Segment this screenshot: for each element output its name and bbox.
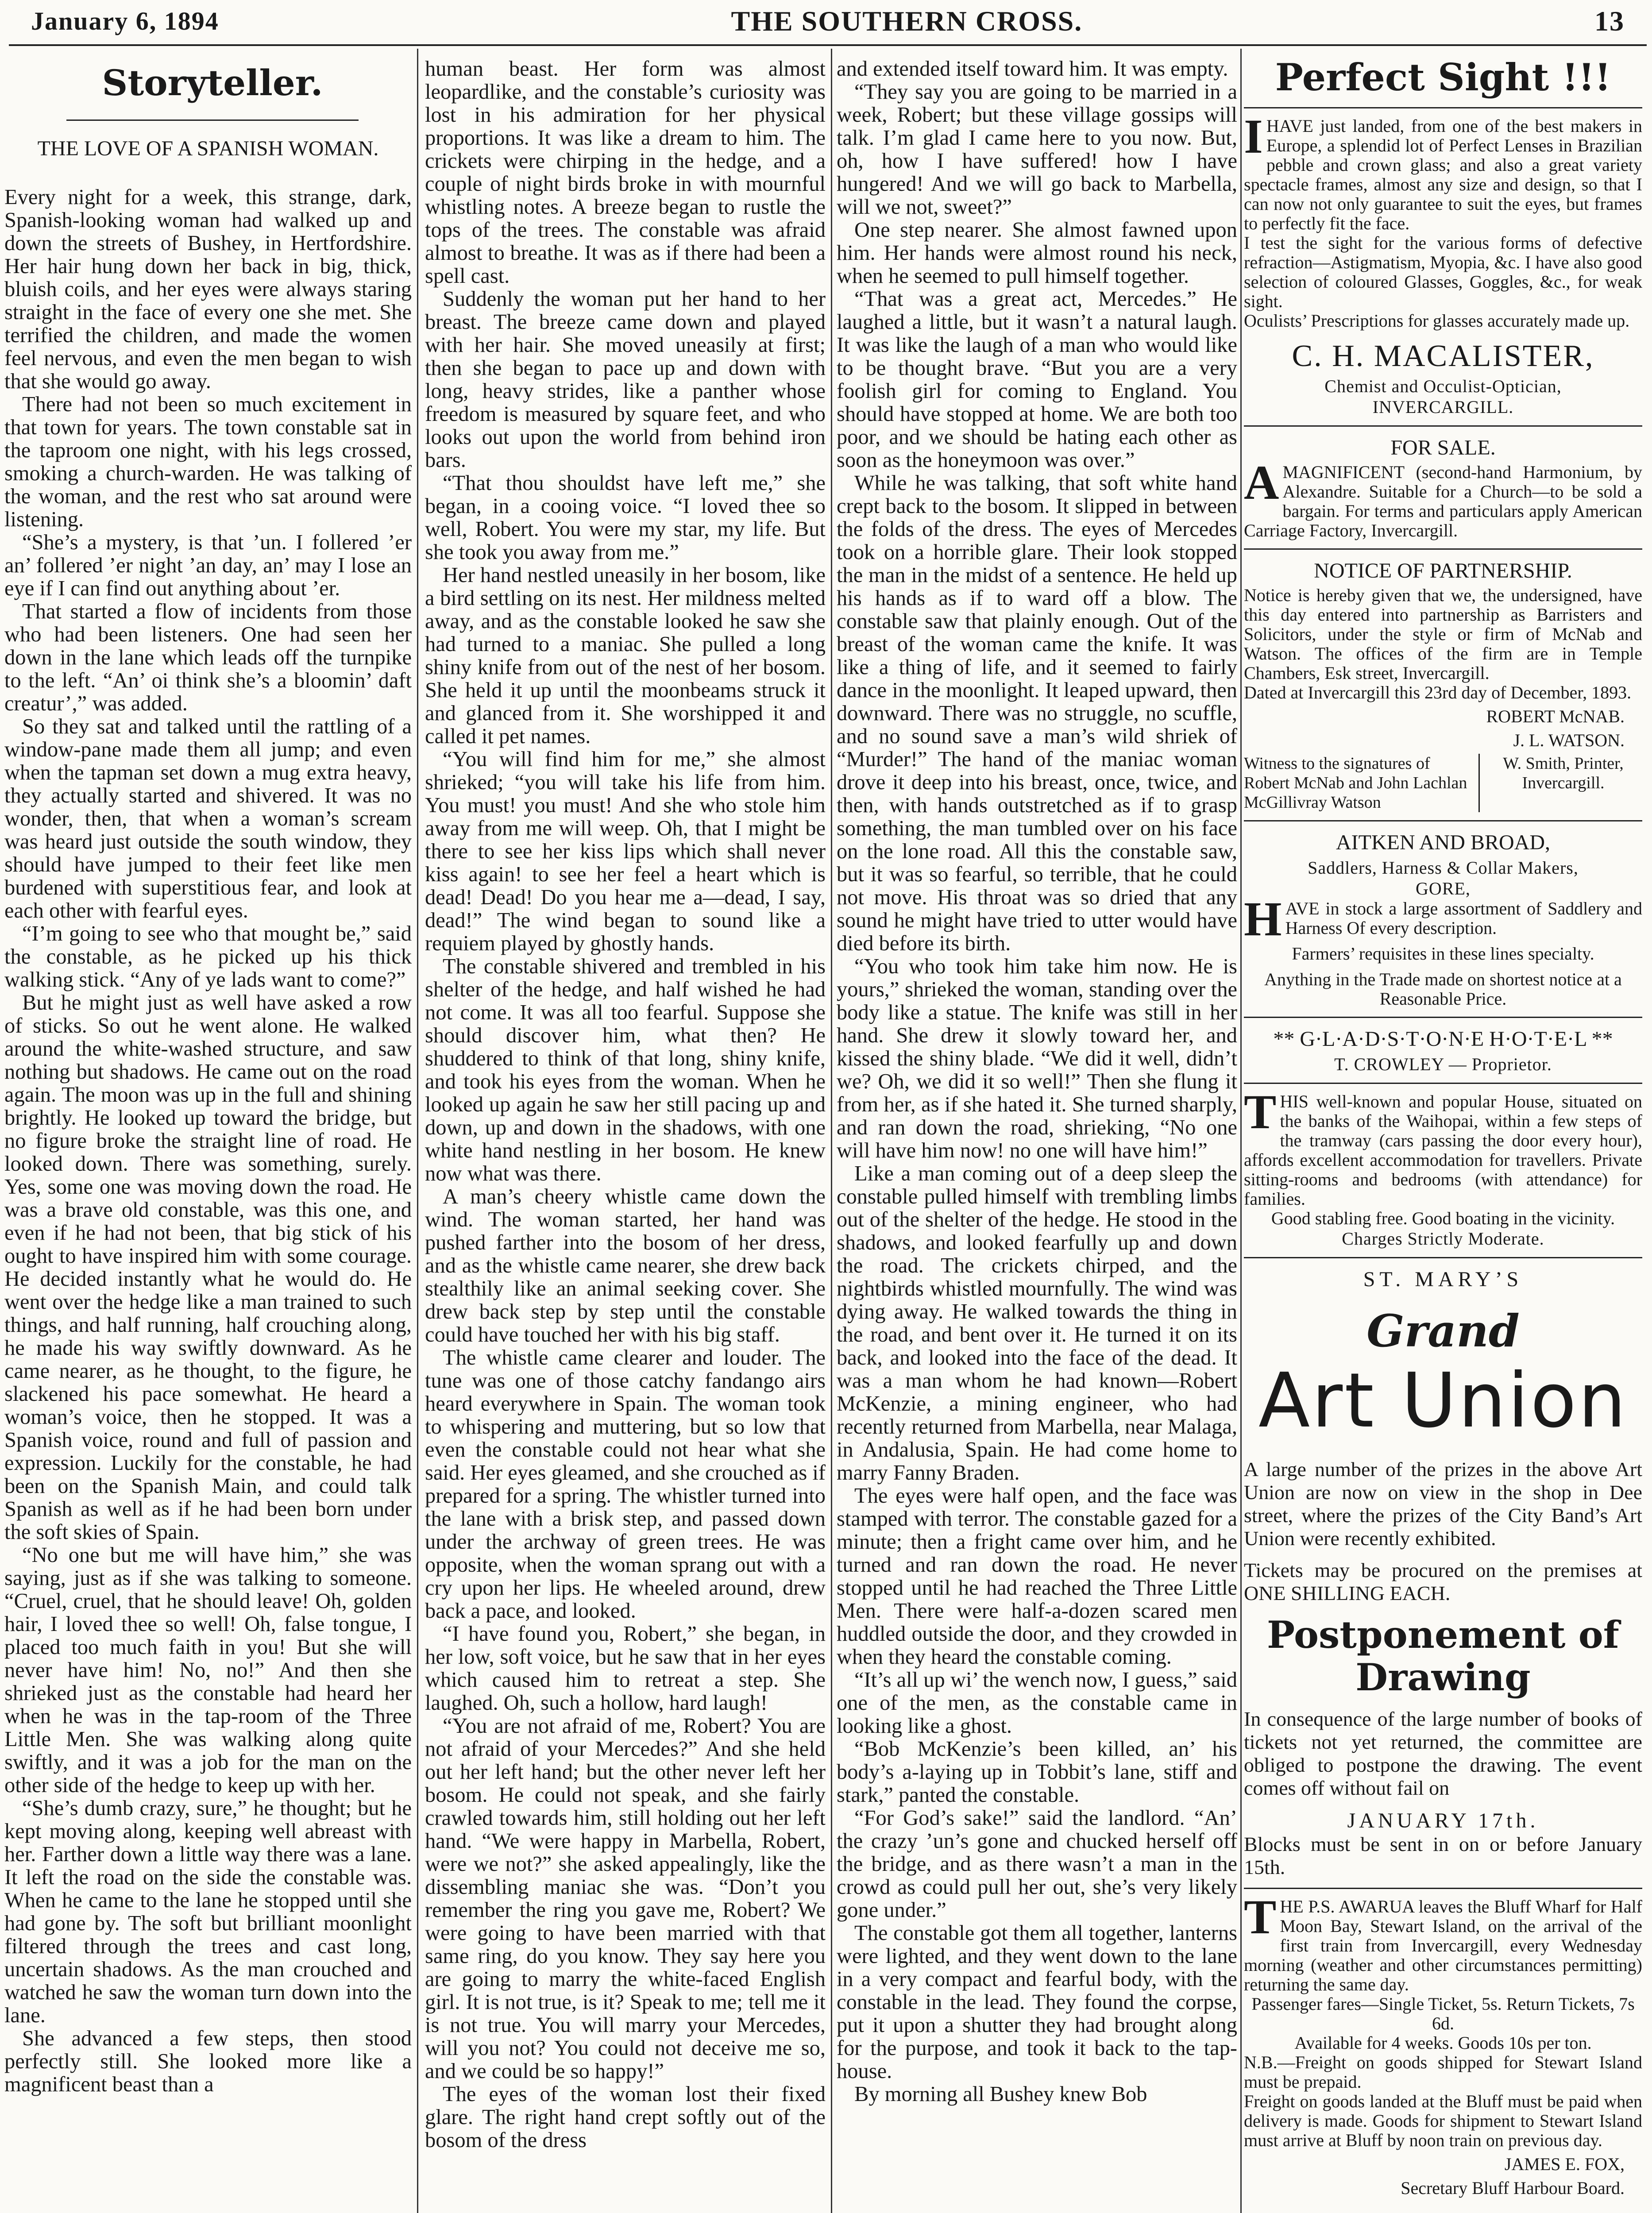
art-union-title: Art Union (1258, 1357, 1628, 1445)
for-sale-heading: FOR SALE. (1390, 436, 1496, 459)
ad-rule (1244, 1257, 1642, 1258)
macalister-name: C. H. MACALISTER, (1292, 339, 1594, 373)
paragraph: The constable got them all together, lanterns were lighted, and they went down to the lane in a very compact and fearful body, with the constable in the lead. They found the corpse, put it upon a shutter they had brought along for the purpose, and took it back to the tap-house. (837, 1921, 1237, 2083)
story-column-1 (4, 186, 412, 2213)
paragraph: “For God’s sake!” said the landlord. “An’ the crazy ’un’s gone and chucked herself off the bridge, and as there wasn’t a man in the crowd as could pull her out, she’s very likely gone under.” (837, 1806, 1237, 1922)
ad-rule (1244, 1017, 1642, 1018)
paragraph: “It’s all up wi’ the wench now, I guess,” said one of the men, as the constable came in looking like a ghost. (837, 1668, 1237, 1738)
story-column-2 (425, 58, 826, 2213)
paragraph: “You who took him take him now. He is yours,” shrieked the woman, standing over the body like a statue. The knife was still in her hand. She drew it slowly toward her, and kissed the shiny blade. “We did it well, didn’t we? Oh, we did it so well!” Then she flung it from her, as if she hated it. She turned sharply, and ran down the road, shrieking, “No one will have him now! no one will have him!” (837, 955, 1237, 1162)
paragraph: The constable shivered and trembled in his shelter of the hedge, and half wished he had not come. It was all too fearful. Suppose she should discover him, what then? He shuddered to think of that long, shiny knife, and took his eyes from the woman. When he looked up again he saw her still pacing up and down, up and down in the shadows, with one white hand nestling in her bosom. He knew now what was there. (425, 955, 826, 1185)
column-divider (1240, 49, 1242, 2213)
witness-block (1244, 754, 1642, 812)
paragraph: By morning all Bushey knew Bob (854, 2082, 1147, 2106)
gladstone-heading: ** G·L·A·D·S·T·O·N·E H·O·T·E·L ** (1273, 1027, 1613, 1051)
postponement-date: JANUARY 17th. (1347, 1809, 1539, 1832)
paragraph: There had not been so much excitement in that town for years. The town constable sat in the taproom one night, with his legs crossed, smoking a church-warden. He was talking of the woman, and the rest who sat around were listening. (4, 393, 412, 531)
postponement-body: In consequence of the large number of books of tickets not yet returned, the committee are obliged to postpone the drawing. The event comes off without fail on (1244, 1708, 1642, 1799)
perfect-sight-body: IHAVE just landed, from one of the best makers in Europe, a splendid lot of Perfect Lenses in Brazilian pebble and crown glass; and also a great variety spectacle frames, almost any size and design, so that I can now not only guarantee to suit the eyes, but frames to perfectly fit the face. (1244, 109, 1642, 233)
aitken-body-2: Farmers’ requisites in these lines specialty. (1292, 944, 1594, 964)
gladstone-proprietor: T. CROWLEY — Proprietor. (1334, 1054, 1552, 1074)
paragraph: Every night for a week, this strange, dark, Spanish-looking woman had walked up and down the streets of Bushey, in Hertfordshire. Her hair hung down her back in big, thick, bluish coils, and her eyes were always staring straight in the face of every one she met. She terrified the children, and made the women feel nervous, and even the men began to wish that she would go away. (4, 186, 412, 393)
issue-date: January 6, 1894 (31, 7, 219, 35)
paragraph: The whistle came clearer and louder. The tune was one of those catchy fandango airs heard everywhere in Spain. The woman took to whispering and muttering, but so low that even the constable could not hear what she said. Her eyes gleamed, and she crouched as if prepared for a spring. The whistler turned into the lane with a brisk step, and passed down under the archway of green trees. He was opposite, when the woman sprang out with a cry upon her lips. He wheeled around, drew back a pace, and looked. (425, 1346, 826, 1623)
partnership-heading: NOTICE OF PARTNERSHIP. (1314, 559, 1572, 582)
ad-rule (1244, 820, 1642, 821)
gladstone-body-2: Good stabling free. Good boating in the vicinity. (1271, 1208, 1615, 1228)
postponement-body-2: Blocks must be sent in on or before January 15th. (1244, 1833, 1642, 1878)
paragraph: “You are not afraid of me, Robert? You are not afraid of your Mercedes?” And she held out her left hand; but the other never left her bosom. He could not speak, and she fairly crawled towards him, still holding out her left hand. “We were happy in Marbella, Robert, were we not?” she asked appealingly, like the dissembling maniac she was. “Don’t you remember the ring you gave me, Robert? We were going to have been married with that same ring, do you know. They say here you are going to marry the white-faced English girl. It is not true, is it? Speak to me; tell me it is not true. You will marry your Mercedes, will you not? You could not deceive me so, and we could be so happy!” (425, 1714, 826, 2083)
paragraph: One step nearer. She almost fawned upon him. Her hands were almost round his neck, when he seemed to pull himself together. (837, 218, 1237, 288)
ad-rule (1244, 107, 1642, 108)
paragraph: That started a flow of incidents from those who had been listeners. One had seen her down in the lane which leads off the turnpike to the left. “An’ oi think she’s a bloomin’ daft creatur’,” was added. (4, 600, 412, 715)
awarua-body: THE P.S. AWARUA leaves the Bluff Wharf for Half Moon Bay, Stewart Island, on the arrival of the first train from Invercargill, every Wednesday morning (weather and other circumstances permitting) returning the same day. (1244, 1890, 1642, 1994)
ad-rule (1244, 548, 1642, 550)
art-union-body-2: Tickets may be procured on the premises at ONE SHILLING EACH. (1244, 1559, 1642, 1604)
page-header (31, 0, 1625, 42)
awarua-fares: Passenger fares—Single Ticket, 5s. Return Tickets, 7s 6d. (1251, 1994, 1635, 2033)
paragraph: “That was a great act, Mercedes.” He laughed a little, but it wasn’t a natural laugh. It was like the laugh of a man who would like to be thought brave. “But you are a very foolish girl for coming to England. You should have stopped at home. We are both too poor, and we should be hating each other as soon as the honeymoon was over.” (837, 287, 1237, 472)
ad-rule (1244, 1888, 1642, 1889)
witness-names: Witness to the signatures of Robert McNab and John Lachlan McGillivray Watson (1244, 754, 1480, 812)
paragraph: “That thou shouldst have left me,” she began, in a cooing voice. “I loved thee so well, Robert. You were my star, my life. But she took you away from me.” (425, 471, 826, 564)
witness-printer: W. Smith, Printer, Invercargill. (1503, 754, 1624, 792)
paragraph: “She’s dumb crazy, sure,” he thought; but he kept moving along, keeping well abreast with her. Farther down a little way there was a lane. It left the road on the side the constable was. When he came to the lane he stopped until she had gone by. The soft but brilliant moonlight filtered through the trees and cast long, uncertain shadows. As the man crouched and watched he saw the woman turn down into the lane. (4, 1797, 412, 2027)
partnership-signature-1: ROBERT McNAB. (1486, 706, 1625, 726)
paragraph: While he was talking, that soft white hand crept back to the bosom. It slipped in between the folds of the dress. The eyes of Mercedes took on a horrible glare. Their look stopped the man in the midst of a sentence. He held up his hands as if to ward off a blow. The constable saw that plainly enough. Out of the breast of the woman came the knife. It was like a thing of life, and it seemed to fairly dance in the moonlight. It leaped upward, then downward. There was no struggle, no scuffle, and no sound save a man’s wild shriek of “Murder!” The hand of the maniac woman drove it deep into his breast, once, twice, and then, with hands outstretched as if to grasp something, the man tumbled over on his face on the lone road. All this the constable saw, but it was so fearful, so terrible, that he could not move. His throat was so dried that any sound he might have tried to utter would have died before its birth. (837, 471, 1237, 955)
advertisements-column (1244, 49, 1642, 2213)
paragraph: and extended itself toward him. It was empty. (837, 58, 1228, 81)
art-union-grand: Grand (1366, 1305, 1520, 1357)
ad-rule (1244, 1083, 1642, 1084)
paragraph: “No one but me will have him,” she was saying, just as if she was talking to someone. “Cruel, cruel, that he should leave! Oh, golden hair, I loved thee so well! Oh, false tongue, I placed too much faith in you! But she will never have him! No, no!” And then she shrieked just as the constable had heard her when he was in the tap-room of the Three Little Men. She was walking along quite swiftly, and it was a job for the man on the other side of the hedge to keep up with her. (4, 1543, 412, 1797)
awarua-nb: N.B.—Freight on goods shipped for Stewart Island must be prepaid. (1244, 2052, 1642, 2092)
aitken-town: GORE, (1416, 879, 1471, 898)
paragraph: human beast. Her form was almost leopardlike, and the constable’s curiosity was lost in his admiration for her physical proportions. It was like a dream to him. The crickets were chirping in the hedge, and a couple of night birds broke in with mournful whistling notes. A breeze began to rustle the tops of the trees. The constable was afraid almost to breathe. It was as if there had been a spell cast. (425, 58, 826, 288)
art-union-body: A large number of the prizes in the above Art Union are now on view in the shop in Dee street, where the prizes of the City Band’s Art Union were recently exhibited. (1244, 1458, 1642, 1550)
section-rule (66, 120, 359, 121)
paragraph: Like a man coming out of a deep sleep the constable pulled himself with trembling limbs out of the shelter of the hedge. He stood in the shadows, and looked fearfully up and down the road. The crickets chirped, and the nightbirds whistled mournfully. The wind was dying away. He walked towards the thing in the road, and bent over it. He turned it on its back, and looked into the face of the dead. It was a man whom he had known—Robert McKenzie, a mining engineer, who had recently returned from Marbella, near Malaga, in Andalusia, Spain. He had come home to marry Fanny Braden. (837, 1162, 1237, 1484)
gladstone-body: THIS well-known and popular House, situated on the banks of the Waihopai, within a few steps of the tramway (cars passing the door every hour), affords excellent accommodation for travellers. Private sitting-rooms and bedrooms (with attendance) for families. (1244, 1085, 1642, 1209)
macalister-trade: Chemist and Occulist-Optician, (1324, 376, 1562, 396)
section-title: Storyteller. (102, 62, 323, 104)
macalister-town: INVERCARGILL. (1372, 397, 1514, 417)
paragraph: Suddenly the woman put her hand to her breast. The breeze came down and played with her hair. She moved uneasily at first; then she began to pace up and down with long, heavy strides, like a panther whose freedom is measured by square feet, and who looks out upon the world from behind iron bars. (425, 287, 826, 472)
gladstone-charges: Charges Strictly Moderate. (1342, 1229, 1544, 1249)
paragraph: “You will find him for me,” she almost shrieked; “you will take his life from him. You must! you must! And she who stole him away from me will weep. Oh, that I might be there to see her kiss lips which shall never kiss again! to see her feel a heart which is dead! Dead! Do you hear me a—dead, I say, dead!” The wind began to sound like a requiem played by ghostly hands. (425, 748, 826, 955)
aitken-firm: AITKEN AND BROAD, (1336, 831, 1550, 854)
for-sale-body: AMAGNIFICENT (second-hand Harmonium, by Alexandre. Suitable for a Church—to be sold a bargain. For terms and particulars apply American Carriage Factory, Invercargill. (1244, 455, 1642, 540)
aitken-body: HAVE in stock a large assortment of Saddlery and Harness Of every description. (1244, 892, 1642, 946)
column-divider (831, 49, 832, 2213)
postponement-title: Postponement of Drawing (1267, 1613, 1619, 1699)
paragraph: “She’s a mystery, is that ’un. I follered ’er an’ follered ’er night ’an day, an’ may I lose an eye if I can find out anything about ’er. (4, 531, 412, 600)
paragraph: “Bob McKenzie’s been killed, an’ his body’s a-laying up in Tobbit’s lane, stiff and stark,” panted the constable. (837, 1737, 1237, 1807)
paragraph: The eyes of the woman lost their fixed glare. The right hand crept softly out of the bosom of the dress (425, 2082, 826, 2152)
paragraph: The eyes were half open, and the face was stamped with terror. The constable gazed for a minute; then a fright came over him, and he turned and ran down the road. He never stopped until he had reached the Three Little Men. There were half-a-dozen scared men huddled outside the door, and they crowded in when they heard the constable coming. (837, 1484, 1237, 1669)
story-column-3 (837, 58, 1237, 2213)
paragraph: “They say you are going to be married in a week, Robert; but these village gossips will talk. I’m glad I came here to you now. But, oh, how I have suffered! how I have hungered! And we will go back to Marbella, will we not, sweet?” (837, 80, 1237, 219)
ad-rule (1244, 425, 1642, 427)
awarua-title: Secretary Bluff Harbour Board. (1401, 2178, 1625, 2198)
paragraph: Her hand nestled uneasily in her bosom, like a bird settling on its nest. Her mildness melted away, and as the constable looked he saw she had turned to a maniac. She pulled a long shiny knife from out of the nest of her bosom. She held it up until the moonbeams struck it and glanced from it. She worshipped it and called it pet names. (425, 563, 826, 748)
page-number: 13 (1594, 5, 1625, 37)
perfect-sight-body-3: Oculists’ Prescriptions for glasses accurately made up. (1244, 311, 1630, 331)
aitken-trade: Saddlers, Harness & Collar Makers, (1308, 858, 1579, 878)
masthead: THE SOUTHERN CROSS. (731, 5, 1083, 37)
column-divider (417, 49, 418, 2213)
awarua-freight: Freight on goods landed at the Bluff must be paid when delivery is made. Goods for shipment to Stewart Island must arrive at Bluff by noon train on previous day. (1244, 2091, 1642, 2150)
art-union-pre: ST. MARY’S (1363, 1268, 1523, 1291)
aitken-body-3: Anything in the Trade made on shortest notice at a Reasonable Price. (1264, 969, 1622, 1009)
story-title: THE LOVE OF A SPANISH WOMAN. (37, 137, 379, 160)
partnership-body: Notice is hereby given that we, the undersigned, have this day entered into partnership as Barristers and Solicitors, under the style or firm of McNab and Watson. The offices of the firm are in Temple Chambers, Esk street, Invercargill. (1244, 585, 1642, 683)
awarua-signed: JAMES E. FOX, (1504, 2154, 1625, 2174)
awarua-avail: Available for 4 weeks. Goods 10s per ton. (1294, 2033, 1592, 2053)
partnership-signature-2: J. L. WATSON. (1513, 730, 1625, 750)
partnership-dated: Dated at Invercargill this 23rd day of December, 1893. (1244, 682, 1632, 702)
paragraph: So they sat and talked until the rattling of a window-pane made them all jump; and even when the tapman set down a mug extra heavy, they actually started and shivered. It was no wonder, then, that when a woman’s scream was heard just outside the south window, they should have jumped to their feet like men burdened with superstitious fear, and look at each other with fearful eyes. (4, 715, 412, 922)
paragraph: A man’s cheery whistle came down the wind. The woman started, her hand was pushed farther into the bosom of her dress, and as the whistle came nearer, she drew back stealthily like an animal seeking cover. She drew back step by step until the constable could have touched her with his big staff. (425, 1185, 826, 1346)
header-rule (9, 44, 1647, 46)
perfect-sight-title: Perfect Sight !!! (1275, 55, 1611, 99)
paragraph: “I’m going to see who that mought be,” said the constable, as he picked up his thick walking stick. “Any of ye lads want to come?” (4, 922, 412, 991)
paragraph: “I have found you, Robert,” she began, in her low, soft voice, but he saw that in her eyes which caused him to retreat a step. She laughed. Oh, such a hollow, hard laugh! (425, 1622, 826, 1715)
paragraph: She advanced a few steps, then stood perfectly still. She looked more like a magnificent beast than a (4, 2027, 412, 2096)
paragraph: But he might just as well have asked a row of sticks. So out he went alone. He walked around the white-washed structure, and saw nothing but shadows. He came out on the road again. The moon was up in the full and shining brightly. He looked up toward the bridge, but no figure broke the straight line of road. He looked down. There was something, surely. Yes, some one was moving down the road. He was a brave old constable, was this one, and even if he had not been, that big stick of his ought to have inspired him with some courage. He decided instantly what he would do. He went over the hedge like a man trained to such things, and half running, half crouching along, he made his way swiftly downward. As he came nearer, as he thought, to the figure, he slackened his pace somewhat. He heard a woman’s voice, then he stopped. It was a Spanish voice, round and full of passion and expression. Luckily for the constable, he had been on the Spanish Main, and could talk Spanish as well as if he had been born under the soft skies of Spain. (4, 991, 412, 1544)
perfect-sight-body-2: I test the sight for the various forms of defective refraction—Astigmatism, Myopia, &c. I have also good selection of coloured Glasses, Goggles, &c., for weak sight. (1244, 233, 1642, 311)
